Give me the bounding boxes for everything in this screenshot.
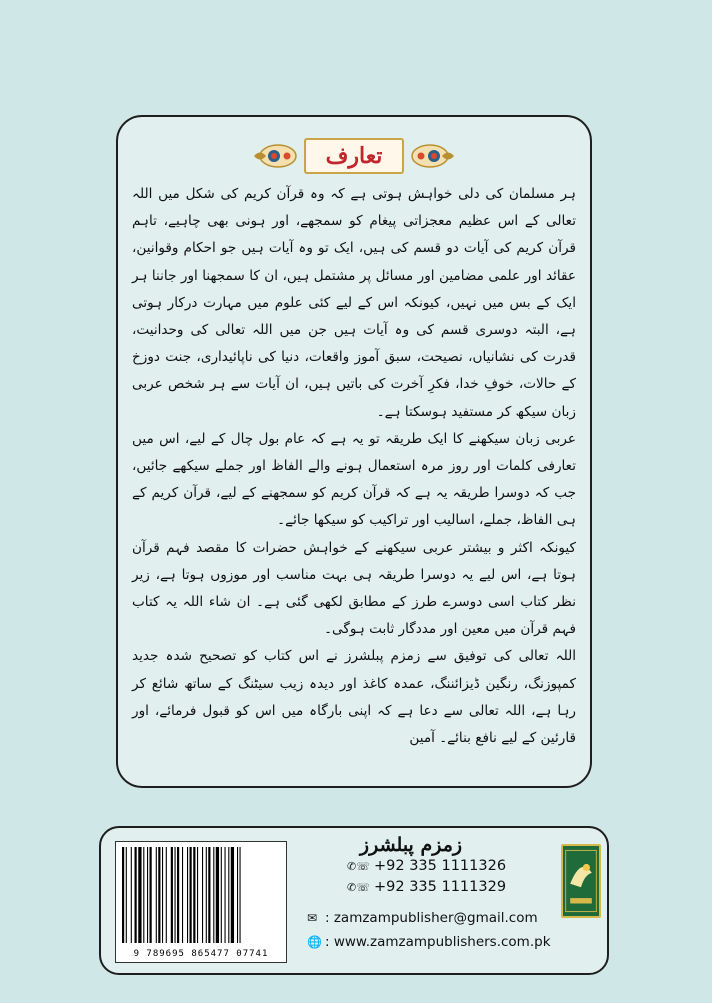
isbn-number: 9 789695 865477 07741 bbox=[133, 949, 269, 959]
email-address: : zamzampublisher@gmail.com bbox=[325, 910, 538, 926]
website-row[interactable] bbox=[307, 934, 551, 950]
phone-1-number: +92 335 1111326 bbox=[373, 858, 507, 874]
email-row[interactable] bbox=[307, 910, 538, 926]
right-ornament-icon bbox=[410, 141, 456, 171]
page-title: تعارف bbox=[304, 138, 404, 174]
whatsapp-phone-icon: ✆☏ bbox=[347, 860, 370, 873]
phone-2-number: +92 335 1111329 bbox=[373, 879, 507, 895]
barcode-icon bbox=[120, 847, 282, 943]
website-url: : www.zamzampublishers.com.pk bbox=[325, 934, 551, 950]
paragraph-2: عربی زبان سیکھنے کا ایک طریقہ تو یہ ہے کہ عام بول چال کے لیے، اس میں تعارفی کلمات اور روز مرہ استعمال ہونے والے الفاظ اور جملے سیکھے جائیں، جب کہ دوسرا طریقہ یہ ہے کہ قرآن کریم کو سمجھنے کے لیے، قرآن کریم کے ہی الفاظ، جملے، اسالیب اور تراکیب کو سیکھا جائے۔ bbox=[132, 430, 576, 529]
introduction-text bbox=[132, 181, 576, 752]
paragraph-3: کیونکہ اکثر و بیشتر عربی سیکھنے کے خواہش حضرات کا مقصد فہم قرآن ہوتا ہے، اس لیے یہ دوسرا طریقہ ہی بہت مناسب اور موزوں ہوتا ہے، زیر نظر کتاب اسی دوسرے طرز کے مطابق لکھی گئی ہے۔ ان شاء اللہ یہ کتاب فہم قرآن میں معین اور مددگار ثابت ہوگی۔ bbox=[132, 539, 576, 638]
publisher-footer bbox=[99, 826, 609, 975]
publisher-logo bbox=[561, 844, 601, 918]
envelope-icon: ✉ bbox=[307, 911, 318, 925]
publisher-name: زمزم پبلشرز bbox=[359, 834, 463, 856]
phone-2[interactable] bbox=[347, 879, 506, 895]
title-banner bbox=[118, 131, 590, 181]
paragraph-1: ہر مسلمان کی دلی خواہش ہوتی ہے کہ وہ قرآن کریم کی شکل میں اللہ تعالی کے اس عظیم معجزاتی پیغام کو سمجھے، اور ہونی بھی چاہیے، تاہم قرآن کریم کی آیات دو قسم کی ہیں، ایک تو وہ آیات ہیں جو احکام وقوانین، عقائد اور علمی مضامین اور مسائل پر مشتمل ہیں، ان کا سمجھنا اور جاننا ہر ایک کے بس میں نہیں، کیونکہ اس کے لیے کئی علوم میں مہارت درکار ہوتی ہے، البتہ دوسری قسم کی وہ آیات ہیں جن میں اللہ تعالی کی وحدانیت، قدرت کی نشانیاں، نصیحت، سبق آموز واقعات، دنیا کی ناپائیداری، جنت دوزخ کے حالات، خوفِ خدا، فکرِ آخرت کی باتیں ہیں، ان آیات سے ہر شخص عربی زبان سیکھ کر مستفید ہوسکتا ہے۔ bbox=[132, 186, 576, 420]
isbn-barcode bbox=[115, 841, 287, 963]
globe-icon: 🌐 bbox=[307, 935, 322, 949]
whatsapp-phone-icon: ✆☏ bbox=[347, 881, 370, 894]
left-ornament-icon bbox=[252, 141, 298, 171]
introduction-panel bbox=[116, 115, 592, 788]
phone-1[interactable] bbox=[347, 858, 506, 874]
paragraph-4: اللہ تعالی کی توفیق سے زمزم پبلشرز نے اس کتاب کو تصحیح شدہ جدید کمپوزنگ، رنگین ڈیزائننگ، عمدہ کاغذ اور دیدہ زیب سیٹنگ کے ساتھ شائع کر رہا ہے، اللہ تعالی سے دعا ہے کہ اپنی بارگاہ میں اس کو قبول فرمائے، اور قارئین کے لیے نافع بنائے۔ آمین bbox=[132, 648, 576, 747]
